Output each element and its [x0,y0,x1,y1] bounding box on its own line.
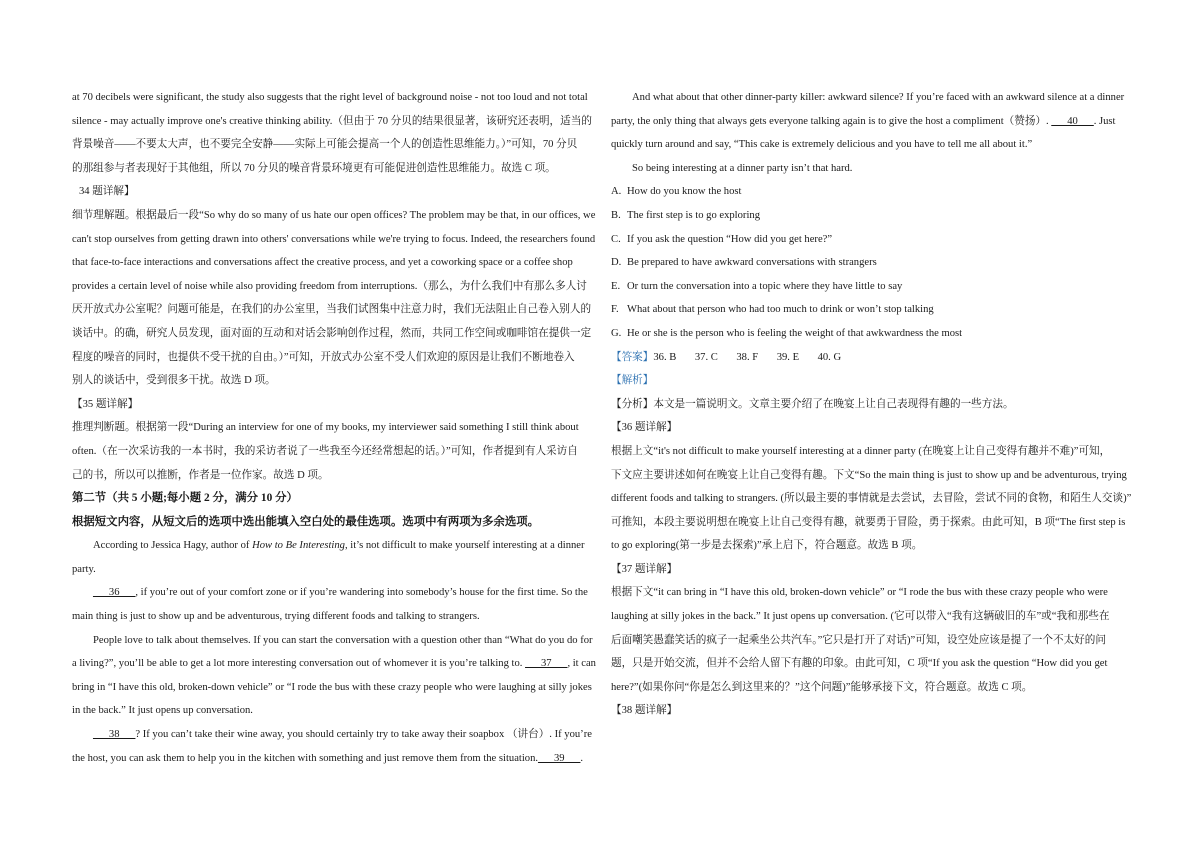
explanation-line: 别人的谈话中，受到很多干扰。故选 D 项。 [72,375,276,387]
explanation-line: 可推知，本段主要说明想在晚宴上让自己变得有趣，就要勇于冒险，勇于探索。由此可知，B 项“The first step is [611,516,1126,528]
explanation-line: to go exploring(第一步是去探索)”承上启下，符合题意。故选 B 项。 [611,540,923,552]
option-letter: A. [611,186,622,198]
explanation-line: 谈话中。的确，研究人员发现，面对面的互动和对话会影响创作过程，然而，共同工作空间或咖啡馆在提供一定 [72,327,592,339]
explanation-line: 34 题详解】 [79,186,135,198]
section-heading: 第二节（共 5 小题;每小题 2 分，满分 10 分） [72,492,298,505]
passage-text: a living?”, you’ll be able to get a lot more interesting conversation out of whomever it is you’re talking to. [72,658,526,670]
option-letter: C. [611,233,621,245]
explanation-line: 己的书，所以可以推断，作者是一位作家。故选 D 项。 [72,469,329,481]
explanation-line: 推理判断题。根据第一段“During an interview for one of my books, my interviewer said something I still think about [72,422,579,434]
explanation-line: at 70 decibels were significant, the study also suggests that the right level of background noise - not too loud and not total [72,92,588,103]
explanation-line: 程度的噪音的同时，也提供不受干扰的自由。）”可知，开放式办公室不受人们欢迎的原因是让我们不断地卷入 [72,351,575,363]
explanation-line: 细节理解题。根据最后一段“So why do so many of us hate our open offices? The problem may be that, in our offices, we [72,209,596,221]
passage-text: . Just [1093,115,1116,127]
explanation-line: silence - may actually improve one's creative thinking ability.（但由于 70 分贝的结果很显著，该研究还表明，适当的 [72,115,592,127]
passage-paragraph-1 [72,534,590,558]
explanation-line: 根据上文“it's not difficult to make yourself interesting at a dinner party (在晚宴上让自己变得有趣并不难)”可知， [611,445,1111,457]
explanation-line: 【35 题详解】 [72,398,139,410]
option-item [611,228,1129,252]
answer-options [611,180,1129,345]
explanation-line: 背景噪音——不要太大声，也不要完全安静——实际上可能会提高一个人的创造性思维能力。）”可知，70 分贝 [72,139,578,151]
option-letter: B. [611,209,621,221]
passage-line: in the back.” It just opens up conversation. [72,705,253,717]
passage-paragraph-5: And what about that other dinner-party killer: awkward silence? If you’re faced with an awkward silence at a dinner [632,92,1125,103]
blank-38: ___38___ [93,729,136,741]
right-column [611,86,1132,723]
option-text: Or turn the conversation into a topic where they have little to say [627,280,903,292]
passage-line: bring in “I have this old, broken-down vehicle” or “I rode the bus with these crazy people who were laughing at silly jokes [72,681,592,693]
explanation-line: 下文应主要讲述如何在晚宴上让自己变得有趣。下文“So the main thing is just to show up and be adventurous, trying [611,469,1127,481]
passage-line: quickly turn around and say, “This cake is extremely delicious and you have to tell me all about it.” [611,139,1033,151]
answer-label: 【答案】 [611,351,654,363]
passage-line: main thing is just to show up and be adventurous, trying different foods and talking to strangers. [72,611,480,623]
passage-text: According to Jessica Hagy, author of [93,540,253,552]
option-text: He or she is the person who is feeling the weight of that awkwardness the most [627,327,963,339]
option-letter: F. [611,304,619,316]
explanation-line: 【分析】本文是一篇说明文。文章主要介绍了在晚宴上让自己表现得有趣的一些方法。 [611,398,1014,410]
passage-paragraph-3: People love to talk about themselves. If you can start the conversation with a question other than “What do you do for [93,634,593,646]
option-item [611,298,1129,322]
option-letter: D. [611,257,622,269]
passage-paragraph-2 [72,581,590,605]
option-letter: E. [611,280,621,292]
blank-40: ___40___ [1051,115,1094,127]
left-explanations [72,86,596,487]
explanation-line: 的那组参与者表现好于其他组，所以 70 分贝的噪音背景环境更有可能促进创造性思维能力。故选 C 项。 [72,162,556,174]
explanation-line: 【38 题详解】 [611,705,678,717]
option-text: The first step is to go exploring [627,209,760,221]
blank-37: ___37___ [525,658,568,670]
answer-line [611,346,1129,370]
passage-line [611,110,1129,134]
explanation-line: that face-to-face interactions and conversations affect the creative process, and yet a coworking space or a coffee shop [72,257,573,269]
passage-text: ? If you can’t take their wine away, you should certainly try to take away their soapbox （讲台）. If you’re [135,729,592,741]
option-text: If you ask the question “How did you get here?” [627,233,833,245]
option-text: Be prepared to have awkward conversations with strangers [627,257,877,269]
explanation-line: 题，只是开始交流，但并不会给人留下有趣的印象。由此可知，C 项“If you ask the question “How did you get [611,658,1108,670]
section-instruction: 根据短文内容，从短文后的选项中选出能填入空白处的最佳选项。选项中有两项为多余选项。 [72,515,540,528]
passage-line: party. [72,563,96,575]
explanation-line: 厌开放式办公室呢？问题可能是，在我们的办公室里，当我们试图集中注意力时，我们无法阻止自己卷入别人的 [72,304,592,316]
passage-text: party, the only thing that always gets everyone talking again is to give the host a compliment（赞扬）. [611,115,1052,127]
explanation-line: can't stop ourselves from getting drawn into others' conversations while we're trying to focus. Indeed, the researchers found [72,233,596,245]
left-column [72,86,596,770]
option-text: How do you know the host [627,186,742,198]
explanation-line: 【36 题详解】 [611,422,678,434]
blank-36: ___36___ [93,587,136,599]
passage-text: , it’s not difficult to make yourself interesting at a dinner [344,540,585,552]
answer-values: 36. B 37. C 38. F 39. E 40. G [653,351,842,363]
passage-paragraph-6: So being interesting at a dinner party isn’t that hard. [632,162,853,174]
option-text: What about that person who had too much to drink or won’t stop talking [627,304,934,316]
option-item [611,322,1129,346]
explanation-line: here?”(如果你问“你是怎么到这里来的？”这个问题)”能够承接下文，符合题意。故选 C 项。 [611,681,1033,693]
explanation-line: 后面嘲笑愚蠢笑话的疯子一起乘坐公共汽车。”它只是打开了对话)”可知，设空处应该是提了一个不太好的问 [611,634,1106,646]
passage-text: , if you’re out of your comfort zone or if you’re wandering into somebody’s house for the first time. So the [135,587,588,599]
explanation-line: different foods and talking to strangers. (所以最主要的事情就是去尝试，去冒险，尝试不同的食物，和陌生人交谈)” [611,493,1132,505]
book-title: How to Be Interesting [252,540,345,552]
passage-text: , it can [567,658,596,670]
option-item [611,275,1129,299]
explanation-line: often.（在一次采访我的一本书时，我的采访者说了一些我至今还经常想起的话。）”可知，作者提到有人采访自 [72,445,578,457]
option-item [611,251,1129,275]
passage-line [72,747,590,771]
option-letter: G. [611,327,622,339]
explanation-line: 根据下文“it can bring in “I have this old, broken-down vehicle” or “I rode the bus with these crazy people who were [611,587,1108,599]
explanation-line: laughing at silly jokes in the back.” It just opens up conversation. (它可以带入“我有这辆破旧的车”或“我和那些在 [611,611,1110,623]
passage-paragraph-4 [72,723,590,747]
passage-line [72,652,596,676]
blank-39: ___39___ [538,752,581,764]
option-item [611,204,1129,228]
analysis-label: 【解析】 [611,375,654,387]
passage-text: . [580,752,584,764]
option-item [611,180,1129,204]
right-explanations [611,393,1132,723]
passage-text: the host, you can ask them to help you in the kitchen with something and just remove them from the situation. [72,752,539,764]
explanation-line: provides a certain level of noise while also providing freedom from interruptions.（那么，为什么我们中有那么多人讨 [72,280,587,292]
explanation-line: 【37 题详解】 [611,563,678,575]
